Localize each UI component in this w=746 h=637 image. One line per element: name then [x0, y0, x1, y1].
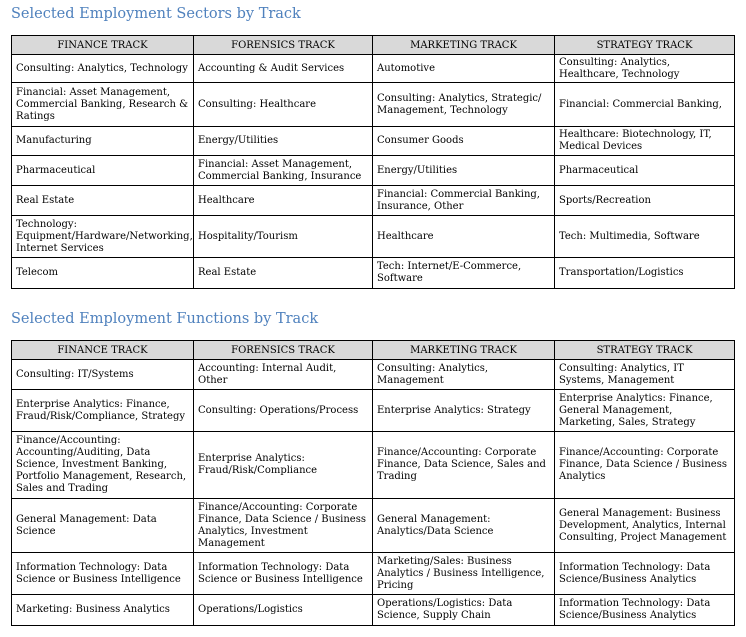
table-cell: Accounting & Audit Services — [194, 55, 373, 83]
table-cell: Consulting: Analytics, IT Systems, Management — [555, 360, 735, 390]
functions-heading: Selected Employment Functions by Track — [11, 311, 319, 327]
table-cell: Transportation/Logistics — [555, 258, 735, 289]
table-row — [12, 432, 735, 499]
table-cell: Telecom — [12, 258, 194, 289]
table-cell: Financial: Commercial Banking, Insurance, Other — [373, 186, 555, 216]
functions-table — [11, 340, 735, 626]
table-cell: Healthcare — [194, 186, 373, 216]
header-finance-track: FINANCE TRACK — [12, 36, 194, 55]
table-row — [12, 360, 735, 390]
table-cell: Hospitality/Tourism — [194, 216, 373, 258]
table-cell: Consulting: IT/Systems — [12, 360, 194, 390]
table-row — [12, 156, 735, 186]
table-cell: Information Technology: Data Science/Business Analytics — [555, 553, 735, 595]
table-row — [12, 553, 735, 595]
table-cell: Consulting: Analytics, Strategic/ Management, Technology — [373, 83, 555, 127]
table-cell: Sports/Recreation — [555, 186, 735, 216]
table-cell: Enterprise Analytics: Finance, Fraud/Risk/Compliance, Strategy — [12, 390, 194, 432]
table-cell: Tech: Multimedia, Software — [555, 216, 735, 258]
table-cell: Operations/Logistics: Data Science, Supply Chain — [373, 595, 555, 626]
table-cell: Energy/Utilities — [194, 127, 373, 156]
table-cell: Healthcare — [373, 216, 555, 258]
sectors-heading: Selected Employment Sectors by Track — [11, 6, 301, 22]
table-cell: Enterprise Analytics: Fraud/Risk/Compliance — [194, 432, 373, 499]
table-cell: Consulting: Analytics, Management — [373, 360, 555, 390]
table-cell: Marketing/Sales: Business Analytics / Business Intelligence, Pricing — [373, 553, 555, 595]
table-cell: Finance/Accounting: Corporate Finance, Data Science / Business Analytics, Investment Management — [194, 499, 373, 553]
table-cell: Finance/Accounting: Corporate Finance, Data Science / Business Analytics — [555, 432, 735, 499]
table-cell: Consulting: Analytics, Technology — [12, 55, 194, 83]
table-row — [12, 216, 735, 258]
table-cell: Financial: Commercial Banking, — [555, 83, 735, 127]
table-cell: General Management: Data Science — [12, 499, 194, 553]
table-cell: Consulting: Analytics, Healthcare, Technology — [555, 55, 735, 83]
header-marketing-track: MARKETING TRACK — [373, 341, 555, 360]
table-cell: General Management: Business Development, Analytics, Internal Consulting, Project Management — [555, 499, 735, 553]
header-forensics-track: FORENSICS TRACK — [194, 341, 373, 360]
table-row — [12, 83, 735, 127]
table-cell: Finance/Accounting: Corporate Finance, Data Science, Sales and Trading — [373, 432, 555, 499]
table-cell: Finance/Accounting: Accounting/Auditing, Data Science, Investment Banking, Portfolio Management, Research, Sales and Trading — [12, 432, 194, 499]
table-cell: Operations/Logistics — [194, 595, 373, 626]
sectors-table — [11, 35, 735, 289]
table-cell: Consumer Goods — [373, 127, 555, 156]
table-cell: Energy/Utilities — [373, 156, 555, 186]
header-marketing-track: MARKETING TRACK — [373, 36, 555, 55]
table-row — [12, 127, 735, 156]
table-cell: Real Estate — [12, 186, 194, 216]
table-row — [12, 595, 735, 626]
table-cell: Consulting: Healthcare — [194, 83, 373, 127]
table-row — [12, 55, 735, 83]
header-forensics-track: FORENSICS TRACK — [194, 36, 373, 55]
table-cell: Marketing: Business Analytics — [12, 595, 194, 626]
header-strategy-track: STRATEGY TRACK — [555, 36, 735, 55]
table-cell: Enterprise Analytics: Strategy — [373, 390, 555, 432]
table-cell: Tech: Internet/E-Commerce, Software — [373, 258, 555, 289]
table-row — [12, 186, 735, 216]
functions-header-row — [12, 341, 735, 360]
table-cell: Healthcare: Biotechnology, IT, Medical Devices — [555, 127, 735, 156]
sectors-header-row — [12, 36, 735, 55]
table-cell: Financial: Asset Management, Commercial Banking, Research & Ratings — [12, 83, 194, 127]
table-row — [12, 390, 735, 432]
table-cell: Enterprise Analytics: Finance, General Management, Marketing, Sales, Strategy — [555, 390, 735, 432]
table-cell: Consulting: Operations/Process — [194, 390, 373, 432]
table-cell: Technology: Equipment/Hardware/Networking, Internet Services — [12, 216, 194, 258]
table-cell: Manufacturing — [12, 127, 194, 156]
table-cell: Automotive — [373, 55, 555, 83]
table-cell: Pharmaceutical — [12, 156, 194, 186]
header-strategy-track: STRATEGY TRACK — [555, 341, 735, 360]
table-cell: Information Technology: Data Science or Business Intelligence — [194, 553, 373, 595]
table-cell: Accounting: Internal Audit, Other — [194, 360, 373, 390]
table-row — [12, 258, 735, 289]
table-cell: General Management: Analytics/Data Science — [373, 499, 555, 553]
table-cell: Information Technology: Data Science/Business Analytics — [555, 595, 735, 626]
header-finance-track: FINANCE TRACK — [12, 341, 194, 360]
table-cell: Financial: Asset Management, Commercial Banking, Insurance — [194, 156, 373, 186]
table-cell: Information Technology: Data Science or Business Intelligence — [12, 553, 194, 595]
table-cell: Real Estate — [194, 258, 373, 289]
table-row — [12, 499, 735, 553]
table-cell: Pharmaceutical — [555, 156, 735, 186]
